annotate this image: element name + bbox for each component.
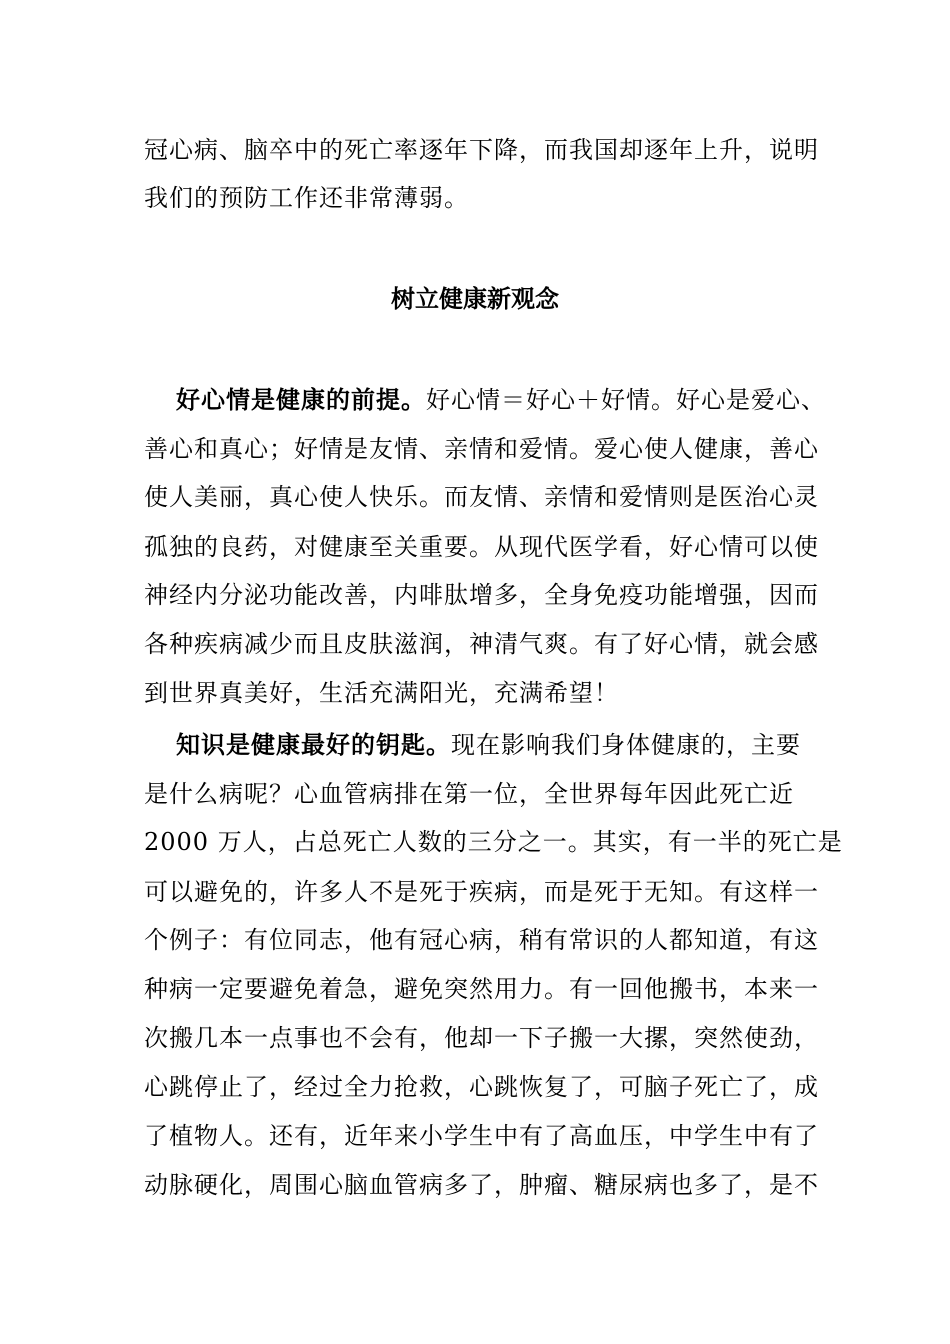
intro-line-2: 我们的预防工作还非常薄弱。 (144, 184, 469, 212)
mood-line-1 (176, 384, 846, 416)
mood-line-3: 使人美丽，真心使人快乐。而友情、亲情和爱情则是医治心灵 (144, 483, 819, 511)
mood-line-6: 各种疾病减少而且皮肤滋润，神清气爽。有了好心情，就会感 (144, 630, 819, 658)
intro-line-1: 冠心病、脑卒中的死亡率逐年下降，而我国却逐年上升，说明 (144, 136, 819, 164)
knowledge-line-9: 了植物人。还有，近年来小学生中有了高血压，中学生中有了 (144, 1122, 819, 1150)
mood-line-1-rest: 好心情＝好心＋好情。好心是爱心、 (426, 386, 826, 414)
mood-line-5: 神经内分泌功能改善，内啡肽增多，全身免疫功能增强，因而 (144, 581, 819, 609)
knowledge-line-2: 是什么病呢？心血管病排在第一位，全世界每年因此死亡近 (144, 780, 794, 808)
mood-line-7: 到世界真美好，生活充满阳光，充满希望！ (144, 679, 619, 707)
knowledge-line-4: 可以避免的，许多人不是死于疾病，而是死于无知。有这样一 (144, 878, 819, 906)
knowledge-line-3: 2000 万人，占总死亡人数的三分之一。其实，有一半的死亡是 (144, 828, 843, 856)
knowledge-line-5: 个例子：有位同志，他有冠心病，稍有常识的人都知道，有这 (144, 926, 819, 954)
knowledge-line-1 (176, 729, 846, 761)
knowledge-line-8: 心跳停止了，经过全力抢救，心跳恢复了，可脑子死亡了，成 (144, 1073, 819, 1101)
knowledge-line-7: 次搬几本一点事也不会有，他却一下子搬一大摞，突然使劲， (144, 1024, 819, 1052)
knowledge-lead-sentence: 知识是健康最好的钥匙。 (176, 731, 451, 759)
mood-line-2: 善心和真心；好情是友情、亲情和爱情。爱心使人健康，善心 (144, 435, 819, 463)
section-heading: 树立健康新观念 (391, 285, 559, 313)
mood-line-4: 孤独的良药，对健康至关重要。从现代医学看，好心情可以使 (144, 533, 819, 561)
knowledge-line-6: 种病一定要避免着急，避免突然用力。有一回他搬书，本来一 (144, 975, 819, 1003)
knowledge-line-10: 动脉硬化，周围心脑血管病多了，肿瘤、糖尿病也多了，是不 (144, 1171, 819, 1199)
knowledge-line-1-rest: 现在影响我们身体健康的，主要 (451, 731, 801, 759)
mood-lead-sentence: 好心情是健康的前提。 (176, 386, 426, 414)
